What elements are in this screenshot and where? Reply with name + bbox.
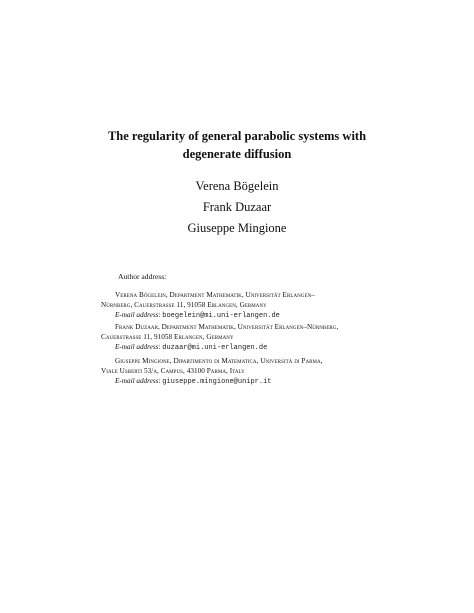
email-address: boegelein@mi.uni-erlangen.de	[162, 312, 280, 320]
email-address: duzaar@mi.uni-erlangen.de	[162, 344, 268, 352]
address-line: Frank Duzaar, Department Mathematik, Universität Erlangen–Nürnberg,	[115, 323, 339, 331]
address-line: Giuseppe Mingione, Dipartimento di Matematica, Università di Parma,	[115, 357, 323, 365]
address-line: Nürnberg, Cauerstrasse 11, 91058 Erlangen, Germany	[101, 301, 267, 309]
author-address-block	[101, 356, 386, 387]
email-label: E-mail address	[115, 343, 159, 351]
email-line: E-mail address: duzaar@mi.uni-erlangen.de	[115, 343, 268, 352]
address-line: Cauerstrasse 11, 91058 Erlangen, Germany	[101, 333, 234, 341]
email-address: giuseppe.mingione@unipr.it	[162, 378, 272, 386]
author-address-block	[101, 290, 386, 321]
author-name: Giuseppe Mingione	[187, 221, 287, 235]
author-name: Verena Bögelein	[195, 179, 279, 193]
paper-title-line-1: The regularity of general parabolic systems with	[107, 129, 367, 143]
email-label: E-mail address	[115, 311, 159, 319]
email-label: E-mail address	[115, 377, 159, 385]
address-line: Verena Bögelein, Department Mathematik, Universität Erlangen–	[115, 291, 315, 299]
address-line: Viale Usberti 53/a, Campus, 43100 Parma, Italy	[101, 367, 245, 375]
email-line: E-mail address: giuseppe.mingione@unipr.it	[115, 377, 272, 386]
author-name: Frank Duzaar	[202, 200, 272, 214]
email-line: E-mail address: boegelein@mi.uni-erlangen.de	[115, 311, 280, 320]
author-address-block	[101, 322, 386, 353]
author-address-heading: Author address:	[118, 272, 167, 281]
paper-title-line-2: degenerate diffusion	[182, 147, 292, 161]
